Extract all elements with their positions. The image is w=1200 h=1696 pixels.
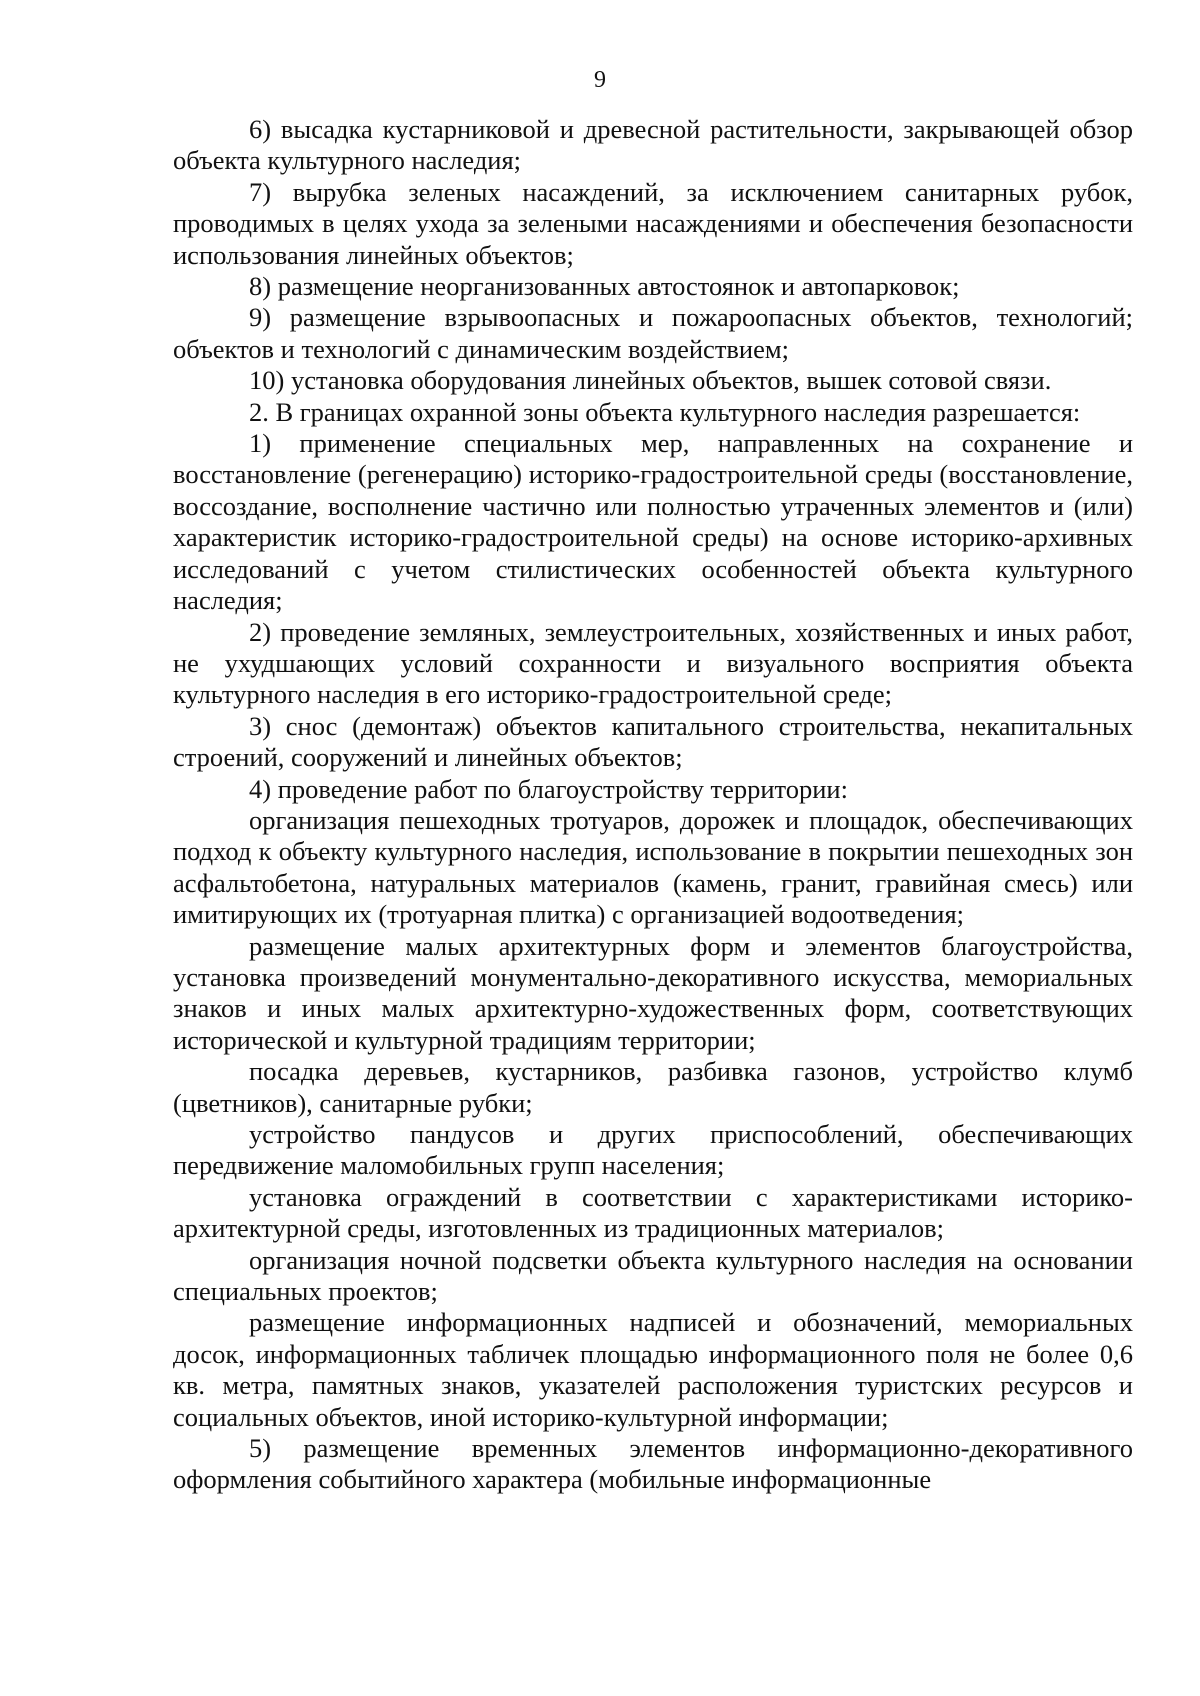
document-body <box>173 114 1133 1496</box>
paragraph: 1) применение специальных мер, направленных на сохранение и восстановление (регенерацию) историко-градостроительной среды (восстановление, воссоздание, восполнение частично или полностью утраченных элементов и (или) характеристик историко-градостроительной среды) на основе историко-архивных исследований с учетом стилистических особенностей объекта культурного наследия; <box>173 428 1133 616</box>
paragraph: 6) высадка кустарниковой и древесной растительности, закрывающей обзор объекта культурного наследия; <box>173 114 1133 176</box>
paragraph: размещение информационных надписей и обозначений, мемориальных досок, информационных табличек площадью информационного поля не более 0,6 кв. метра, памятных знаков, указателей расположения туристских ресурсов и социальных объектов, иной историко-культурной информации; <box>173 1307 1133 1432</box>
paragraph: 8) размещение неорганизованных автостоянок и автопарковок; <box>249 271 960 302</box>
paragraph: посадка деревьев, кустарников, разбивка газонов, устройство клумб (цветников), санитарные рубки; <box>173 1056 1133 1118</box>
paragraph: организация пешеходных тротуаров, дорожек и площадок, обеспечивающих подход к объекту культурного наследия, использование в покрытии пешеходных зон асфальтобетона, натуральных материалов (камень, гранит, гравийная смесь) или имитирующих их (тротуарная плитка) с организацией водоотведения; <box>173 804 1133 930</box>
paragraph: 4) проведение работ по благоустройству территории: <box>249 773 848 804</box>
paragraph: 2) проведение земляных, землеустроительных, хозяйственных и иных работ, не ухудшающих условий сохранности и визуального восприятия объекта культурного наследия в его историко-градостроительной среде; <box>173 616 1133 710</box>
paragraph: 3) снос (демонтаж) объектов капитального строительства, некапитальных строений, сооружений и линейных объектов; <box>173 710 1133 773</box>
paragraph: 10) установка оборудования линейных объектов, вышек сотовой связи. <box>249 365 1052 396</box>
paragraph: организация ночной подсветки объекта культурного наследия на основании специальных проектов; <box>173 1244 1133 1307</box>
section-heading-paragraph: 2. В границах охранной зоны объекта культурного наследия разрешается: <box>249 396 1081 427</box>
paragraph: 5) размещение временных элементов информационно-декоративного оформления событийного характера (мобильные информационные <box>173 1433 1133 1495</box>
paragraph: 9) размещение взрывоопасных и пожароопасных объектов, технологий; объектов и технологий с динамическим воздействием; <box>173 302 1133 364</box>
paragraph: установка ограждений в соответствии с характеристиками историко-архитектурной среды, изготовленных из традиционных материалов; <box>173 1181 1133 1244</box>
paragraph: устройство пандусов и других приспособлений, обеспечивающих передвижение маломобильных групп населения; <box>173 1119 1133 1181</box>
paragraph: 7) вырубка зеленых насаждений, за исключением санитарных рубок, проводимых в целях ухода за зелеными насаждениями и обеспечения безопасности использования линейных объектов; <box>173 176 1133 270</box>
paragraph: размещение малых архитектурных форм и элементов благоустройства, установка произведений монументально-декоративного искусства, мемориальных знаков и иных малых архитектурно-художественных форм, соответствующих исторической и культурной традициям территории; <box>173 930 1133 1055</box>
page-number: 9 <box>594 67 606 93</box>
